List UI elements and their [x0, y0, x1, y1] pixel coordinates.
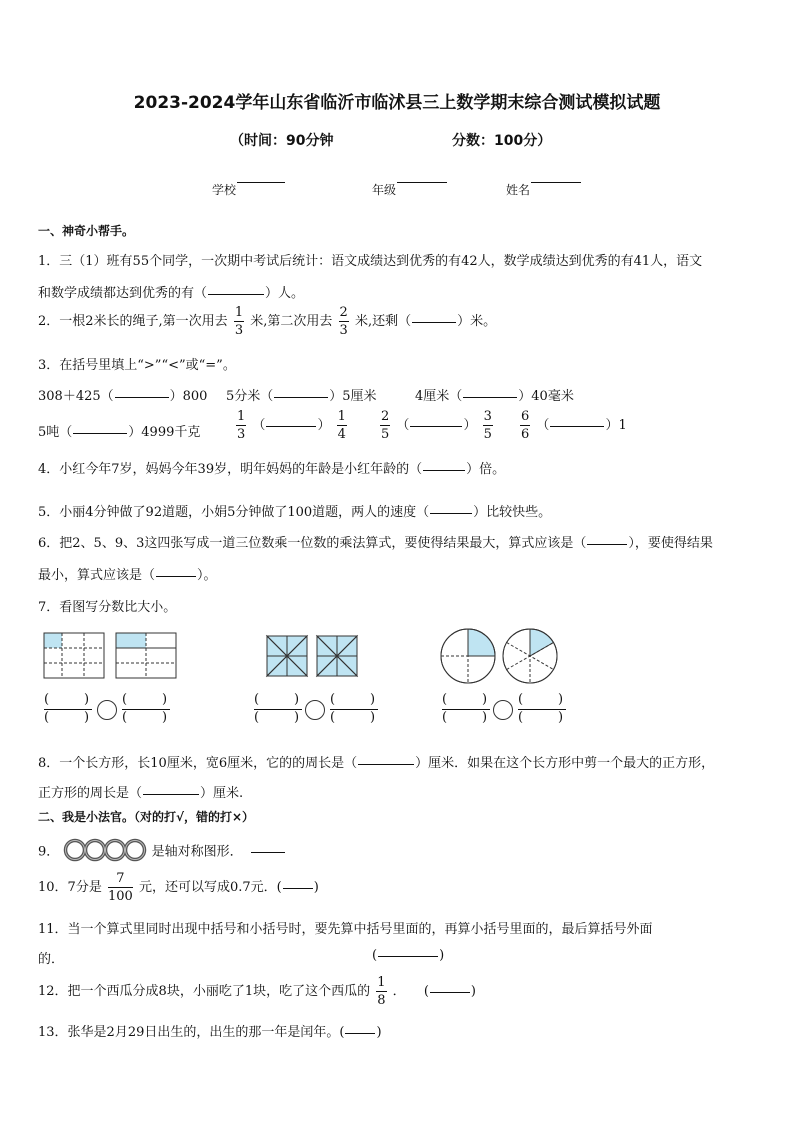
compare-circle[interactable] — [493, 700, 513, 720]
answer-blank[interactable] — [251, 851, 285, 853]
answer-blank[interactable] — [587, 543, 627, 545]
answer-blank[interactable] — [115, 396, 169, 398]
question-9: 9． 是轴对称图形． — [38, 840, 286, 864]
question-11-answer: ( ) — [372, 948, 445, 963]
question-10: 10．7分是 $\frac{7}{100}$ 元，还可以写成0.7元．( ) — [38, 871, 319, 904]
fraction-compare-slot-2: ( ) ( ) ( ) ( ) — [250, 692, 390, 732]
section-2-heading: 二、我是小法官。（对的打√，错的打×） — [38, 810, 255, 824]
answer-blank[interactable] — [410, 425, 462, 427]
page-title: 2023-2024学年山东省临沂市临沭县三上数学期末综合测试模拟试题 — [133, 93, 661, 113]
answer-blank[interactable] — [345, 1032, 375, 1034]
question-8-line-1: 8．一个长方形，长10厘米，宽6厘米，它的的周长是（ ）厘米．如果在这个长方形中剪一个最大的正方形， — [38, 756, 715, 771]
question-1-line-1: 1．三（1）班有55个同学，一次期中考试后统计：语文成绩达到优秀的有42人，数学成绩达到优秀的有41人，语文 — [38, 254, 703, 269]
answer-blank[interactable] — [463, 396, 517, 398]
fraction: $\frac{1}{3}$ — [234, 305, 244, 338]
answer-blank[interactable] — [283, 887, 313, 889]
fraction-compare-slot-3: ( ) ( ) ( ) ( ) — [438, 692, 578, 732]
section-1-heading: 一、神奇小帮手。 — [38, 224, 135, 238]
question-3-row-1b: 5分米（ ）5厘米 — [226, 389, 377, 404]
name-field[interactable]: 姓名 — [506, 181, 530, 198]
compare-circle[interactable] — [305, 700, 325, 720]
question-5: 5．小丽4分钟做了92道题，小娟5分钟做了100道题，两人的速度（ ）比较快些。 — [38, 505, 552, 520]
answer-blank[interactable] — [266, 425, 316, 427]
question-3-row-2: 5吨（ ）4999千克 — [38, 425, 201, 440]
rectangle-grid-figures — [44, 633, 184, 679]
answer-blank[interactable] — [208, 293, 264, 295]
question-3-row-1c: 4厘米（ ）40毫米 — [415, 389, 574, 404]
answer-blank[interactable] — [156, 575, 196, 577]
question-12: 12．把一个西瓜分成8块，小丽吃了1块，吃了这个西瓜的 $\frac{1}{8}$ ． ( ) — [38, 975, 476, 1008]
question-1-line-2: 和数学成绩都达到优秀的有（ ）人。 — [38, 286, 305, 301]
question-6-line-2: 最小，算式应该是（ ）。 — [38, 568, 217, 583]
question-4: 4．小红今年7岁，妈妈今年39岁，明年妈妈的年龄是小红年龄的（ ）倍。 — [38, 462, 506, 477]
question-11-line-2: 的． — [38, 952, 65, 967]
question-3-fraction-compare-1: $\frac{1}{3}$ （ ） $\frac{1}{4}$ — [237, 409, 346, 442]
question-3-fraction-compare-3: $\frac{6}{6}$ （ ）1 — [521, 409, 627, 442]
question-2: 2．一根2米长的绳子,第一次用去 $\frac{1}{3}$ 米,第二次用去 $\frac{2}{3}$ 米,还剩（ ）米。 — [38, 305, 497, 338]
school-field[interactable]: 学校 — [212, 181, 236, 198]
question-13: 13．张华是2月29日出生的，出生的那一年是闰年。( ) — [38, 1025, 382, 1040]
question-11-line-1: 11．当一个算式里同时出现中括号和小括号时，要先算中括号里面的，再算小括号里面的，最后算括号外面 — [38, 922, 653, 937]
answer-blank[interactable] — [143, 793, 199, 795]
question-3-row-1: 308＋425（ ）800 — [38, 389, 208, 404]
answer-blank[interactable] — [274, 396, 328, 398]
answer-blank[interactable] — [412, 321, 456, 323]
answer-blank[interactable] — [358, 763, 414, 765]
fraction: $\frac{7}{100}$ — [107, 871, 133, 904]
question-3-title: 3．在括号里填上“>”“<”或“=”。 — [38, 358, 236, 373]
grade-field[interactable]: 年级 — [372, 181, 396, 198]
compare-circle[interactable] — [97, 700, 117, 720]
square-triangle-figures — [267, 636, 367, 678]
question-7-title: 7．看图写分数比大小。 — [38, 600, 177, 615]
olympic-rings-icon — [63, 838, 147, 862]
fraction: $\frac{2}{3}$ — [339, 305, 348, 338]
answer-blank[interactable] — [430, 512, 472, 514]
answer-blank[interactable] — [430, 991, 470, 993]
answer-blank[interactable] — [550, 425, 604, 427]
answer-blank[interactable] — [73, 432, 127, 434]
score-label: 分数：100分） — [452, 133, 552, 149]
fraction: $\frac{1}{8}$ — [377, 975, 386, 1008]
fraction-compare-slot-1: ( ) ( ) ( ) ( ) — [40, 692, 180, 732]
question-3-fraction-compare-2: $\frac{2}{5}$ （ ） $\frac{3}{5}$ — [381, 409, 492, 442]
question-6-line-1: 6．把2、5、9、3这四张写成一道三位数乘一位数的乘法算式，要使得结果最大，算式应该是（ ），要使得结果 — [38, 536, 713, 551]
time-label: （时间：90分钟 — [230, 133, 334, 149]
circle-fraction-figures — [440, 627, 560, 687]
question-8-line-2: 正方形的周长是（ ）厘米. — [38, 786, 244, 801]
answer-blank[interactable] — [378, 955, 438, 957]
answer-blank[interactable] — [423, 469, 465, 471]
